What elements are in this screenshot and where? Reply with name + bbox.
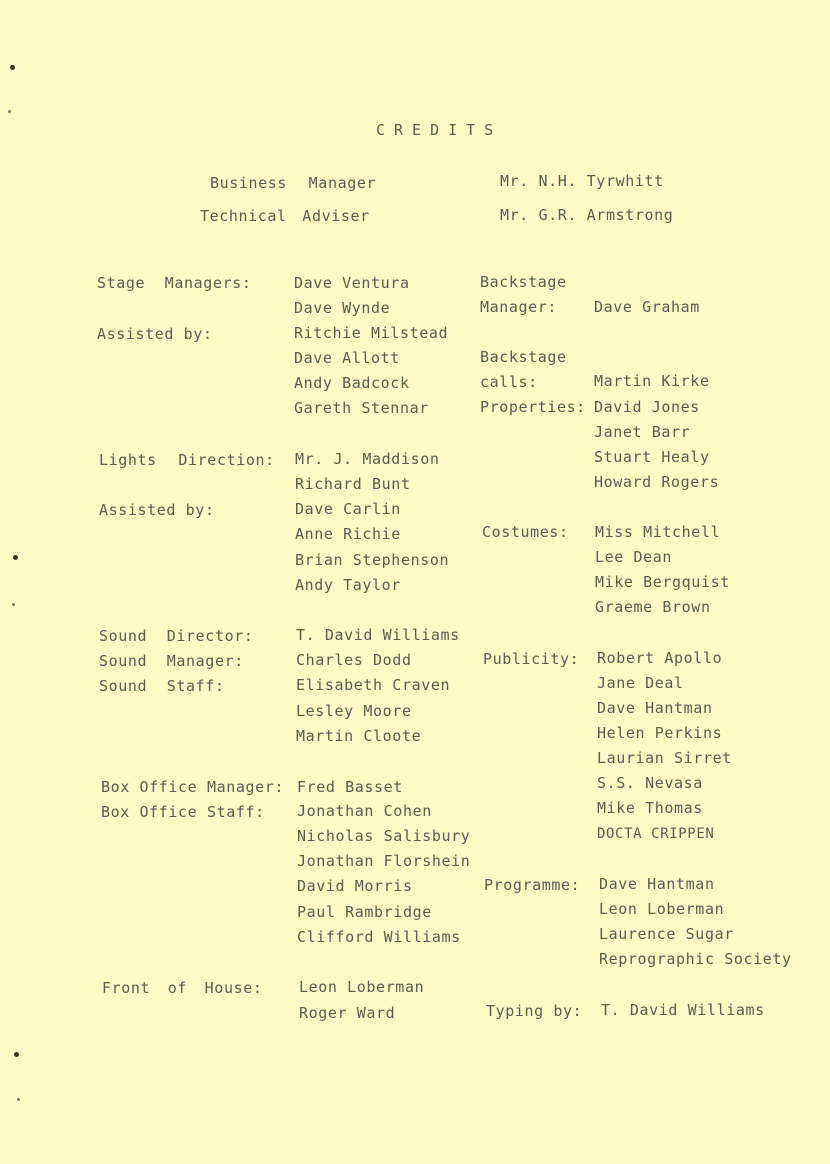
list-item: Mike Thomas — [597, 799, 703, 817]
programme-label: Programme: — [484, 876, 581, 894]
backstage-calls-name: Martin Kirke — [594, 372, 710, 390]
sound-staff-label: Sound Staff: — [99, 677, 225, 695]
punch-hole-mark — [14, 1052, 19, 1057]
list-item: Brian Stephenson — [295, 551, 450, 569]
backstage-calls-label-line1: Backstage — [480, 348, 567, 366]
list-item: Laurian Sirret — [597, 749, 732, 767]
sound-manager-label: Sound Manager: — [99, 652, 244, 670]
list-item: Jonathan Cohen — [297, 802, 432, 820]
stage-managers-label: Stage Managers: — [97, 274, 252, 292]
list-item: Dave Ventura — [294, 274, 410, 292]
backstage-manager-name: Dave Graham — [594, 298, 700, 316]
backstage-calls-label-line2: calls: — [480, 373, 538, 391]
sound-manager-name: Charles Dodd — [296, 651, 412, 669]
technical-adviser-name: Mr. G.R. Armstrong — [500, 206, 674, 224]
list-item: Nicholas Salisbury — [297, 827, 471, 845]
typing-name: T. David Williams — [601, 1001, 765, 1019]
punch-hole-mark — [12, 603, 15, 606]
stage-assisted-label: Assisted by: — [97, 325, 213, 343]
list-item: Leon Loberman — [299, 978, 425, 996]
list-item: Laurence Sugar — [599, 925, 734, 943]
sound-director-label: Sound Director: — [99, 627, 254, 645]
list-item: Robert Apollo — [597, 649, 723, 667]
list-item: Anne Richie — [295, 525, 401, 543]
list-item: Dave Wynde — [294, 299, 391, 317]
list-item: Roger Ward — [299, 1004, 396, 1022]
list-item: Lee Dean — [595, 548, 673, 566]
list-item: Miss Mitchell — [595, 523, 721, 541]
backstage-manager-label-line2: Manager: — [480, 298, 558, 316]
list-item: DOCTA CRIPPEN — [597, 826, 715, 842]
sound-director-name: T. David Williams — [296, 626, 460, 644]
list-item: S.S. Nevasa — [597, 774, 703, 792]
punch-hole-mark — [8, 110, 11, 113]
properties-label: Properties: — [480, 398, 586, 416]
list-item: Janet Barr — [594, 423, 691, 441]
publicity-label: Publicity: — [483, 650, 580, 668]
list-item: Dave Carlin — [295, 500, 401, 518]
punch-hole-mark — [10, 65, 15, 70]
list-item: Jane Deal — [597, 674, 684, 692]
list-item: Leon Loberman — [599, 900, 725, 918]
lights-assisted-label: Assisted by: — [99, 501, 215, 519]
list-item: Dave Hantman — [599, 875, 715, 893]
list-item: Jonathan Florshein — [297, 852, 471, 870]
list-item: Gareth Stennar — [294, 399, 429, 417]
business-manager-label: Business Manager — [210, 174, 377, 192]
list-item: Mr. J. Maddison — [295, 450, 440, 468]
list-item: Dave Allott — [294, 349, 400, 367]
list-item: Elisabeth Craven — [296, 676, 451, 694]
list-item: David Morris — [297, 877, 413, 895]
box-office-manager-label: Box Office Manager: — [101, 778, 284, 796]
page-title: CREDITS — [376, 121, 503, 139]
list-item: Mike Bergquist — [595, 573, 730, 591]
list-item: Howard Rogers — [594, 473, 720, 491]
list-item: Andy Badcock — [294, 374, 410, 392]
list-item: Helen Perkins — [597, 724, 723, 742]
list-item: Andy Taylor — [295, 576, 401, 594]
list-item: Richard Bunt — [295, 475, 411, 493]
list-item: Dave Hantman — [597, 699, 713, 717]
list-item: Ritchie Milstead — [294, 324, 449, 342]
list-item: Lesley Moore — [296, 702, 412, 720]
punch-hole-mark — [17, 1098, 20, 1101]
box-office-staff-label: Box Office Staff: — [101, 803, 265, 821]
technical-adviser-label: Technical Adviser — [200, 207, 370, 225]
front-of-house-label: Front of House: — [102, 979, 263, 997]
list-item: Martin Cloote — [296, 727, 422, 745]
box-office-manager-name: Fred Basset — [297, 778, 403, 796]
list-item: Graeme Brown — [595, 598, 711, 616]
list-item: Stuart Healy — [594, 448, 710, 466]
list-item: Clifford Williams — [297, 928, 461, 946]
punch-hole-mark — [13, 555, 18, 560]
list-item: Reprographic Society — [599, 950, 792, 968]
typing-label: Typing by: — [486, 1002, 583, 1020]
business-manager-name: Mr. N.H. Tyrwhitt — [500, 172, 664, 190]
lights-direction-label: Lights Direction: — [99, 451, 275, 469]
list-item: Paul Rambridge — [297, 903, 432, 921]
backstage-manager-label-line1: Backstage — [480, 273, 567, 291]
list-item: David Jones — [594, 398, 700, 416]
costumes-label: Costumes: — [482, 523, 569, 541]
